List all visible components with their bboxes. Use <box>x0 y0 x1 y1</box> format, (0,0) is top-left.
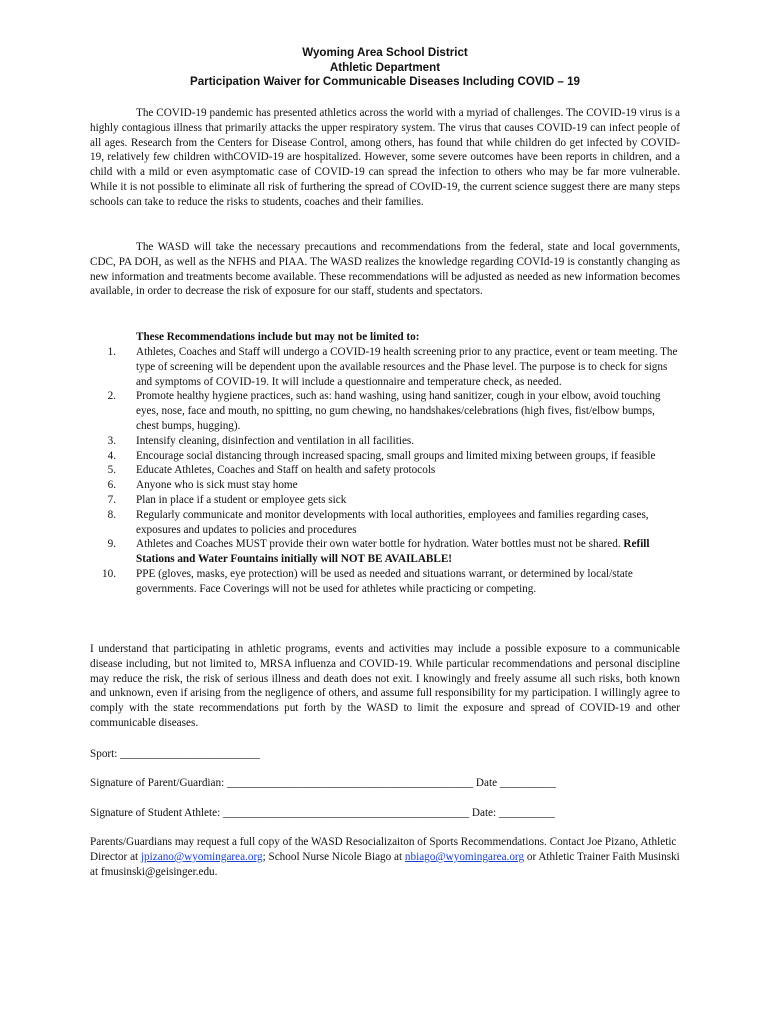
school-nurse-email-link[interactable]: nbiago@wyomingarea.org <box>404 850 525 863</box>
list-item <box>90 389 680 433</box>
list-number: 6. <box>107 479 116 492</box>
list-text: Encourage social distancing through increased spacing, small groups and limited mixing between groups, if feasible <box>136 449 656 462</box>
list-text: Plan in place if a student or employee gets sick <box>136 493 347 506</box>
list-item <box>90 478 680 493</box>
list-item <box>90 449 680 464</box>
list-number: 7. <box>107 493 116 506</box>
contact-text: Parents/Guardians may request a full copy of the WASD Resocializaiton of Sports Recommendations. Contact Joe Pizano, Athletic Director at <box>90 836 677 863</box>
parent-signature-field[interactable]: Signature of Parent/Guardian: ____________________________________________ Date __________ <box>90 777 556 789</box>
sport-field[interactable]: Sport: _________________________ <box>90 748 260 760</box>
list-number: 9. <box>107 538 116 551</box>
wasd-paragraph: The WASD will take the necessary precautions and recommendations from the federal, state and local governments, CDC, PA DOH, as well as the NFHS and PIAA. The WASD realizes the knowledge regarding COVId-19 is constantly changing as new information and treatments become available. These recommendations will be adjusted as needed as new information becomes available, in order to decrease the risk of exposure for our staff, students and spectators. <box>90 241 680 298</box>
list-item <box>90 567 680 597</box>
athletic-director-email-link[interactable]: jpizano@wyomingarea.org <box>140 850 263 863</box>
list-text: Athletes and Coaches MUST provide their own water bottle for hydration. Water bottles must not be shared. <box>136 538 624 551</box>
list-text: Intensify cleaning, disinfection and ventilation in all facilities. <box>136 434 415 447</box>
document-title: Participation Waiver for Communicable Diseases Including COVID – 19 <box>190 75 580 88</box>
list-number: 8. <box>107 508 116 521</box>
list-item <box>90 493 680 508</box>
list-number: 10. <box>102 567 116 580</box>
list-item <box>90 345 680 389</box>
list-text: Promote healthy hygiene practices, such as: hand washing, using hand sanitizer, cough in your elbow, avoid touching eyes, nose, face and mouth, no spitting, no gum chewing, no handshakes/celebrations (high fives, fist/elbow bumps, chest bumps, hugging). <box>136 390 661 432</box>
list-number: 5. <box>107 464 116 477</box>
recommendations-heading: These Recommendations include but may not be limited to: <box>136 331 420 343</box>
list-number: 3. <box>107 434 116 447</box>
intro-paragraph: The COVID-19 pandemic has presented athletics across the world with a myriad of challenges. The COVID-19 virus is a highly contagious illness that primarily attacks the upper respiratory system. The virus that causes COVID-19 can infect people of all ages. Research from the Centers for Disease Control, among others, has found that while children do get infected by COVID-19, relatively few children withCOVID-19 are hospitalized. However, some severe outcomes have been reports in children, and a child with a mild or even asymptomatic case of COVID-19 can spread the infection to others who may be far more vulnerable. While it is not possible to eliminate all risk of furthering the spread of COvID-19, the current science suggest there are many steps schools can take to reduce the risks to students, coaches and their families. <box>90 107 680 208</box>
district-name: Wyoming Area School District <box>302 46 468 59</box>
list-text: Anyone who is sick must stay home <box>136 479 298 492</box>
water-warning: Refill Stations and Water Fountains initially will NOT BE AVAILABLE! <box>136 538 650 566</box>
understanding-paragraph: I understand that participating in athletic programs, events and activities may include a possible exposure to a communicable disease including, but not limited to, MRSA influenza and COVID-19. While particular recommendations and personal discipline may reduce the risk, the risk of serious illness and death does not exit. I knowingly and freely assume all such risks, both known and unknown, even if arising from the negligence of others, and assume full responsibility for my participation. I willingly agree to comply with the state recommendations put forth by the WASD to limit the exposure and spread of COVID-19 and other communicable diseases. <box>90 643 680 729</box>
student-signature-field[interactable]: Signature of Student Athlete: ____________________________________________ Date: __________ <box>90 807 555 819</box>
list-item <box>90 434 680 449</box>
list-number: 1. <box>107 346 116 358</box>
document-header <box>0 46 770 90</box>
list-item <box>90 537 680 567</box>
department-name: Athletic Department <box>329 60 441 74</box>
list-number: 4. <box>107 449 116 462</box>
list-number: 2. <box>107 390 116 403</box>
list-text: PPE (gloves, masks, eye protection) will be used as needed and situations warrant, or determined by local/state governments. Face Coverings will not be used for athletes while practicing or competing. <box>136 567 633 595</box>
list-item <box>90 463 680 478</box>
recommendations-list <box>90 345 680 597</box>
contact-paragraph <box>90 835 680 879</box>
list-text: Educate Athletes, Coaches and Staff on health and safety protocols <box>136 464 436 477</box>
contact-text: or Athletic Trainer Faith Musinski at fmusinski@geisinger.edu. <box>90 850 680 878</box>
list-item <box>90 508 680 538</box>
list-text: Regularly communicate and monitor developments with local authorities, employees and families regarding cases, exposures and updates to policies and procedures <box>136 508 649 536</box>
contact-text: ; School Nurse Nicole Biago at <box>262 850 405 863</box>
list-text: Athletes, Coaches and Staff will undergo a COVID-19 health screening prior to any practice, event or team meeting. The type of screening will be dependent upon the available resources and the Phase level. The purpose is to check for signs and symptoms of COVID-19. It will include a questionnaire and temperature check, as needed. <box>136 346 678 388</box>
